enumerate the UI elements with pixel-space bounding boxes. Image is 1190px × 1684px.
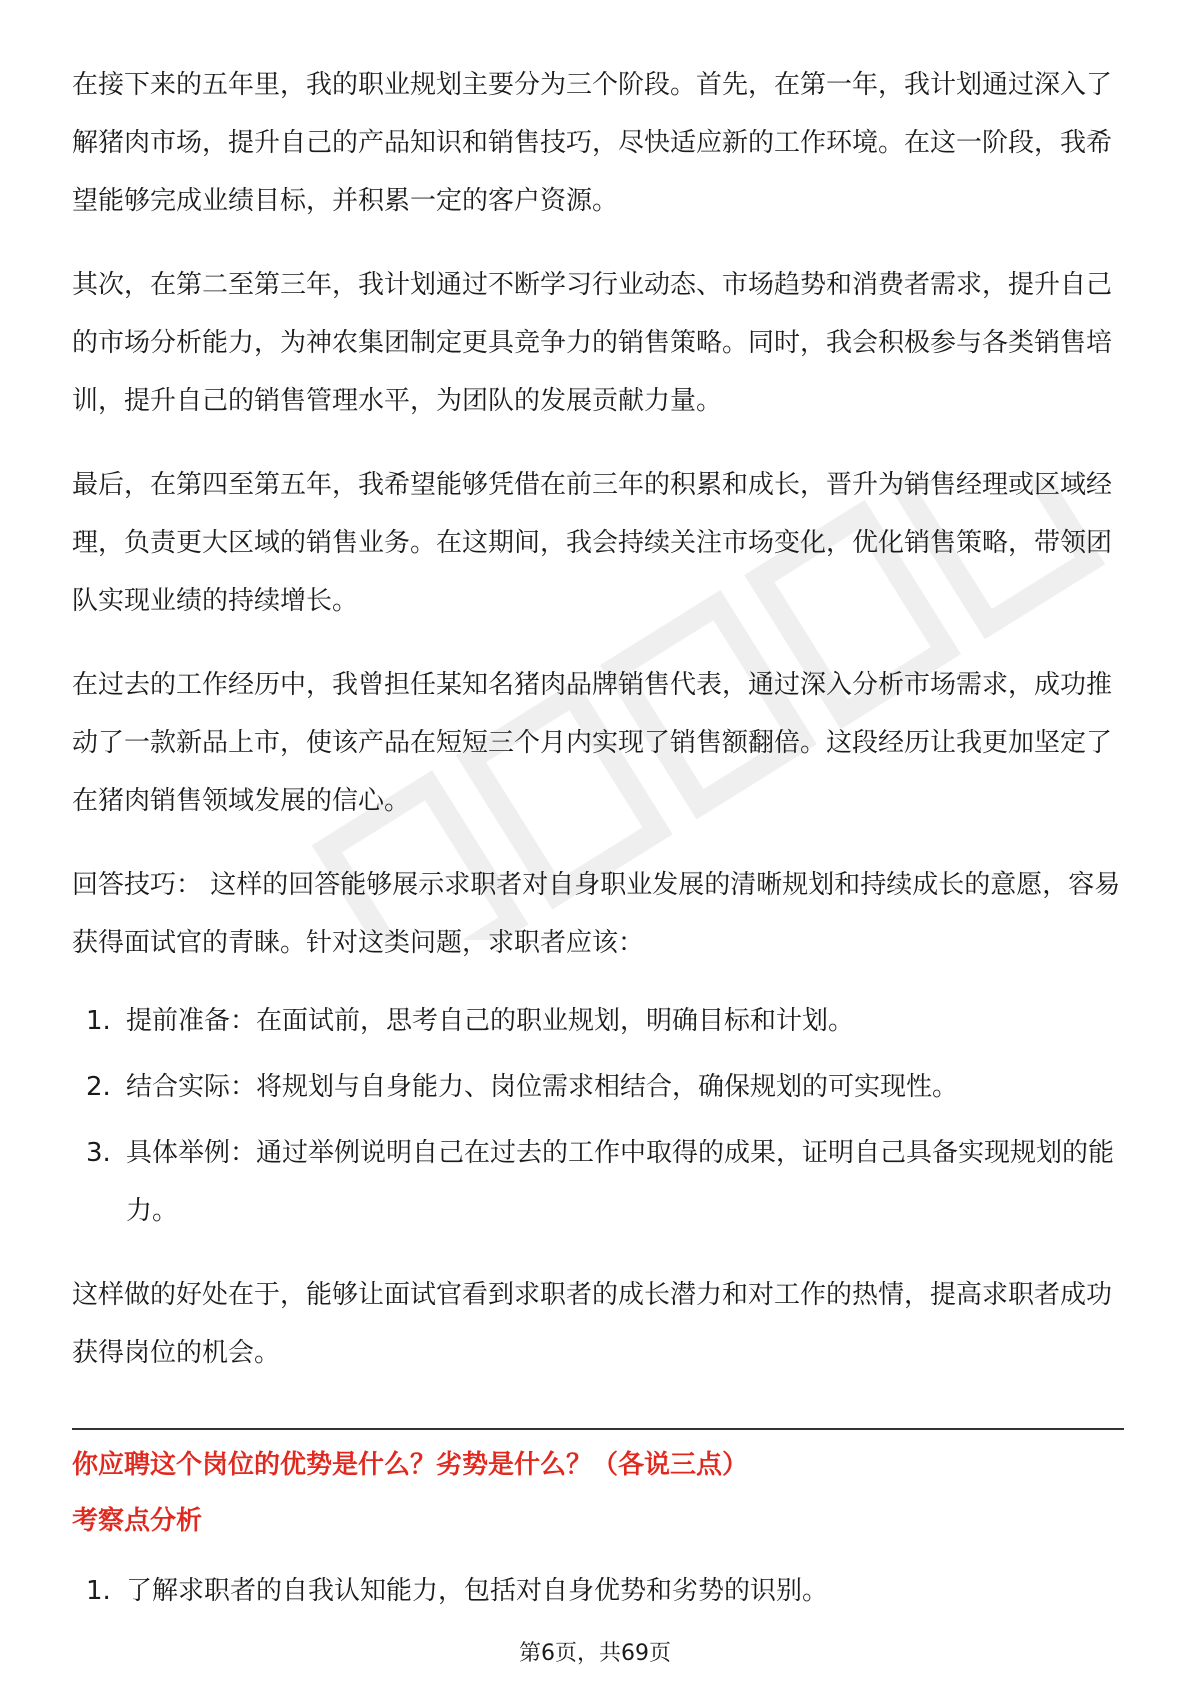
list-item-text: 具体举例：通过举例说明自己在过去的工作中取得的成果，证明自己具备实现规划的能力。 — [126, 1138, 1115, 1226]
tips-list — [72, 992, 1124, 1240]
list-item-text: 提前准备：在面试前，思考自己的职业规划，明确目标和计划。 — [126, 1006, 855, 1036]
list-item-number: 2. — [86, 1072, 111, 1102]
list-item — [72, 1562, 1124, 1620]
analysis-list — [72, 1562, 1124, 1620]
list-item-number: 3. — [86, 1138, 111, 1168]
paragraph-experience: 在过去的工作经历中，我曾担任某知名猪肉品牌销售代表，通过深入分析市场需求，成功推动了一款新品上市，使该产品在短短三个月内实现了销售额翻倍。这段经历让我更加坚定了在猪肉销售领域发展的信心。 — [72, 670, 1113, 816]
paragraph-conclusion: 这样做的好处在于，能够让面试官看到求职者的成长潜力和对工作的热情，提高求职者成功获得岗位的机会。 — [72, 1280, 1113, 1368]
list-item-number: 1. — [86, 1576, 111, 1606]
paragraph-plan-stage-two: 其次，在第二至第三年，我计划通过不断学习行业动态、市场趋势和消费者需求，提升自己的市场分析能力，为神农集团制定更具竞争力的销售策略。同时，我会积极参与各类销售培训，提升自己的销售管理水平，为团队的发展贡献力量。 — [72, 270, 1113, 416]
paragraph-plan-stage-three: 最后，在第四至第五年，我希望能够凭借在前三年的积累和成长，晋升为销售经理或区域经理，负责更大区域的销售业务。在这期间，我会持续关注市场变化，优化销售策略，带领团队实现业绩的持续增长。 — [72, 470, 1113, 616]
answer-tips: 回答技巧： 这样的回答能够展示求职者对自身职业发展的清晰规划和持续成长的意愿，容易获得面试官的青睐。针对这类问题，求职者应该： — [72, 870, 1121, 958]
list-item-text: 结合实际：将规划与自身能力、岗位需求相结合，确保规划的可实现性。 — [126, 1072, 959, 1102]
list-item — [72, 992, 1124, 1050]
list-item-text: 了解求职者的自我认知能力，包括对自身优势和劣势的识别。 — [126, 1576, 829, 1606]
section-divider — [72, 1428, 1124, 1430]
document-page — [72, 56, 1124, 1646]
question-heading: 你应聘这个岗位的优势是什么？劣势是什么？（各说三点） — [72, 1450, 749, 1480]
paragraph-plan-overview: 在接下来的五年里，我的职业规划主要分为三个阶段。首先，在第一年，我计划通过深入了解猪肉市场，提升自己的产品知识和销售技巧，尽快适应新的工作环境。在这一阶段，我希望能够完成业绩目标，并积累一定的客户资源。 — [72, 70, 1113, 216]
analysis-heading: 考察点分析 — [72, 1506, 203, 1536]
page-footer: 第6页，共69页 — [519, 1641, 671, 1666]
list-item-number: 1. — [86, 1006, 111, 1036]
list-item — [72, 1058, 1124, 1116]
list-item — [72, 1124, 1124, 1240]
